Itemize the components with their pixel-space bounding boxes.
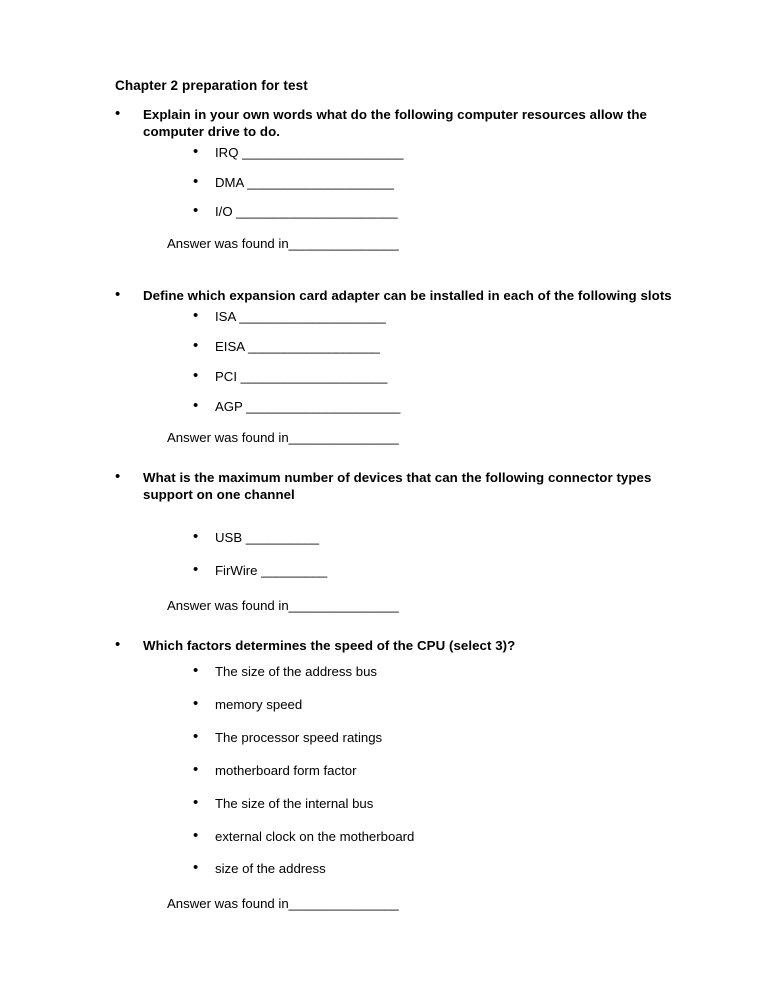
- list-item[interactable]: • USB __________: [193, 530, 696, 546]
- question-item: [115, 288, 696, 446]
- question-prompt: • Define which expansion card adapter can be installed in each of the following slots: [143, 288, 672, 304]
- list-item[interactable]: • The size of the internal bus: [193, 796, 696, 812]
- spacer: [115, 620, 696, 638]
- question-prompt: • Explain in your own words what do the following computer resources allow the computer drive to do.: [143, 107, 647, 139]
- list-item[interactable]: • PCI ____________________: [193, 369, 696, 385]
- list-item[interactable]: • EISA __________________: [193, 339, 696, 355]
- answer-source-line[interactable]: Answer was found in_______________: [167, 597, 399, 613]
- list-item[interactable]: • I/O ______________________: [193, 204, 696, 220]
- list-item[interactable]: • memory speed: [193, 697, 696, 713]
- question-prompt: • Which factors determines the speed of the CPU (select 3)?: [143, 637, 516, 653]
- answer-source-line[interactable]: Answer was found in_______________: [167, 430, 399, 446]
- question-item: [115, 107, 696, 252]
- answer-blank-list: [143, 530, 696, 579]
- list-item[interactable]: • AGP _____________________: [193, 399, 696, 415]
- question-prompt: • What is the maximum number of devices that can the following connector types support on one channel: [143, 470, 652, 503]
- page-title: Chapter 2 preparation for test: [115, 78, 308, 93]
- question-list: [115, 107, 696, 912]
- choice-list: [143, 664, 696, 877]
- question-item: [115, 638, 696, 913]
- list-item[interactable]: • ISA ____________________: [193, 309, 696, 325]
- answer-source-line[interactable]: Answer was found in_______________: [167, 896, 399, 912]
- question-item: [115, 470, 696, 613]
- spacer: [143, 654, 696, 660]
- answer-blank-list: [143, 145, 696, 221]
- answer-source-line[interactable]: Answer was found in_______________: [167, 236, 399, 252]
- list-item[interactable]: • FirWire _________: [193, 563, 696, 579]
- list-item[interactable]: • external clock on the motherboard: [193, 829, 696, 845]
- spacer: [143, 504, 696, 526]
- spacer: [115, 258, 696, 288]
- list-item[interactable]: • IRQ ______________________: [193, 145, 696, 161]
- list-item[interactable]: • The size of the address bus: [193, 664, 696, 680]
- list-item[interactable]: • motherboard form factor: [193, 763, 696, 779]
- list-item[interactable]: • size of the address: [193, 861, 696, 877]
- spacer: [115, 452, 696, 470]
- answer-blank-list: [143, 309, 696, 414]
- list-item[interactable]: • The processor speed ratings: [193, 730, 696, 746]
- list-item[interactable]: • DMA ____________________: [193, 175, 696, 191]
